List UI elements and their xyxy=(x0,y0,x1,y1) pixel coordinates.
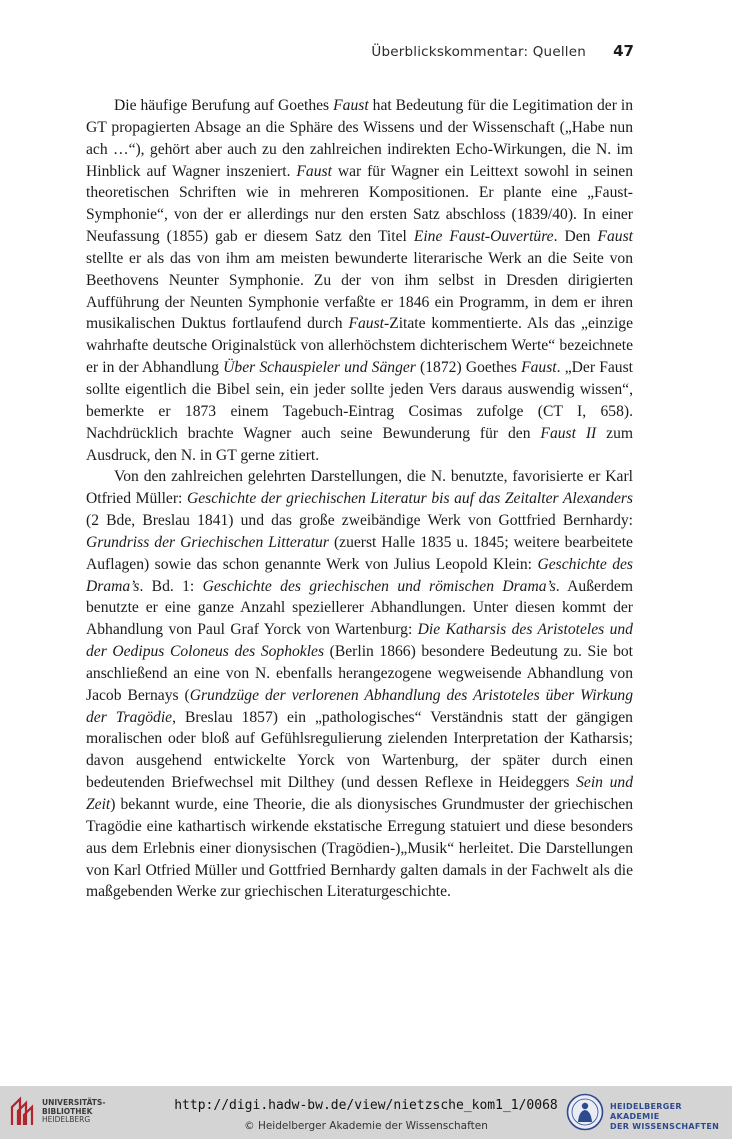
italic-title: Faust xyxy=(597,228,633,246)
text-run: (1872) Goethes xyxy=(415,359,522,377)
text-run: (Berlin 1866) besondere Bedeutung zu. Sie bot anschließend an eine von N. ebenfalls herangezogene wegweisende Abhandlung von Jacob Bernays ( xyxy=(86,643,633,704)
paragraph-2 xyxy=(86,466,633,903)
text-run: -Zitate kommentierte. Als das „einzige wahrhafte deutsche Originalstück von allerhöchstem dichterischem Werte“ bezeichnete er in der Abhandlung xyxy=(86,315,634,377)
viewer-footer xyxy=(0,1086,732,1139)
text-run: hat Bedeutung für die Legitimation der in GT propagierten Absage an die Sphäre des Wissens und der Wissenschaft („Habe nun ach …“), gehört aber auch zu den zahlreichen indirekten Echo-Wirkungen, die N. im Hinblick auf Wagner inszeniert. xyxy=(86,97,633,180)
text-run: stellte er als das von ihm am meisten bewunderte literarische Werk an die Seite von Beethovens Neunter Symphonie. Zu der von ihm selbst in Dresden dirigierten Aufführung der Neunten Symphonie verfaßte er 1846 ein Programm, in dem er ihren musikalischen Duktus fortlaufend durch xyxy=(86,249,633,333)
italic-title: Faust xyxy=(521,359,557,377)
text-run: Von den zahlreichen gelehrten Darstellungen, die N. benutzte, favorisierte er Karl Otfried Müller: xyxy=(86,468,633,508)
italic-title: Eine Faust-Ouvertüre xyxy=(413,228,554,246)
italic-title: Die Katharsis des Aristoteles und der Oedipus Coloneus des Sophokles xyxy=(86,621,633,661)
page-number: 47 xyxy=(613,42,634,60)
body-text xyxy=(86,95,633,903)
copyright-notice: © Heidelberger Akademie der Wissenschaften xyxy=(244,1120,488,1132)
academy-seal-icon[interactable] xyxy=(566,1093,604,1131)
academy-name xyxy=(610,1102,732,1132)
academy-name-line-2: DER WISSENSCHAFTEN xyxy=(610,1122,720,1131)
text-run: Die häufige Berufung auf Goethes xyxy=(114,97,334,114)
italic-title: Faust xyxy=(348,315,384,333)
text-run: zum Ausdruck, den N. in GT gerne zitiert. xyxy=(86,424,634,464)
text-run: . „Der Faust sollte eigentlich die Bibel sein, ein jeder sollte jeden Vers daraus auswendig wissen“, bemerkte er 1873 einem Tagebuch-Eintrag Cosimas zufolge (CT I, 658). Nachdrücklich brachte Wagner auch seine Bewunderung für den xyxy=(86,359,633,442)
text-run: . Bd. 1: xyxy=(139,577,203,595)
italic-title: Geschichte der griechischen Literatur bis auf das Zeitalter Alexanders xyxy=(186,490,634,508)
italic-title: Sein und Zeit xyxy=(86,774,633,813)
academy-name-line-1: HEIDELBERGER AKADEMIE xyxy=(610,1102,682,1121)
text-run: . Außerdem benutzte er eine ganze Anzahl speziellerer Abhandlungen. Unter diesen kommt der Abhandlung von Paul Graf Yorck von Wartenburg: xyxy=(86,577,633,639)
permalink-url[interactable]: http://digi.hadw-bw.de/view/nietzsche_kom1_1/0068 xyxy=(174,1098,558,1113)
italic-title: Faust xyxy=(296,162,332,180)
library-name-line-2: BIBLIOTHEK xyxy=(42,1106,93,1116)
paragraph-1 xyxy=(86,95,633,466)
running-title: Überblickskommentar: Quellen xyxy=(371,44,586,60)
text-run: ) bekannt wurde, eine Theorie, die als dionysisches Grundmuster der griechischen Tragödie eine kathartisch wirkende ekstatische Erregung statuiert und diese besonders aus dem Erlebnis einer dionysischen (Tragödien-)„Musik“ herleitet. Die Darstellungen von Karl Otfried Müller und Gottfried Bernhardy galten damals in der Fachwelt als die maßgebenden Werke zur griechischen Literaturgeschichte. xyxy=(86,796,633,901)
italic-title: Grundzüge der verlorenen Abhandlung des Aristoteles über Wirkung der Tragödie xyxy=(86,686,633,726)
text-run: (2 Bde, Breslau 1841) und das große zweibändige Werk von Gottfried Bernhardy: xyxy=(86,512,633,530)
text-run: (zuerst Halle 1835 u. 1845; weitere bearbeitete Auflagen) sowie das schon genannte Werk von Julius Leopold Klein: xyxy=(86,533,633,573)
text-run: . Den xyxy=(553,228,598,246)
italic-title: Geschichte des Drama’s xyxy=(86,555,633,595)
italic-title: Grundriss der Griechischen Litteratur xyxy=(86,533,329,551)
library-name-line-1: UNIVERSITÄTS- xyxy=(42,1098,106,1107)
library-city: HEIDELBERG xyxy=(42,1115,91,1124)
italic-title: Über Schauspieler und Sänger xyxy=(223,359,416,377)
italic-title: Faust xyxy=(333,97,369,114)
italic-title: Faust II xyxy=(540,424,597,442)
text-run: , Breslau 1857) ein „pathologisches“ Verständnis statt der gängigen moralischen oder bloß auf Gefühlsregulierung zielenden Interpretation der Katharsis; davon ausgehend entwickelte Yorck von Wartenburg, der später durch einen bedeutenden Briefwechsel mit Dilthey (und dessen Reflexe in Heideggers xyxy=(86,708,633,792)
italic-title: Geschichte des griechischen und römischen Drama’s xyxy=(202,577,556,595)
text-run: war für Wagner ein Leittext sowohl in seinen theoretischen Schriften wie in mehreren Kompositionen. Er plante eine „Faust-Symphonie“, von der er allerdings nur den ersten Satz abschloss (1839/40). In einer Neufassung (1855) gab er diesem Satz den Titel xyxy=(86,162,633,246)
